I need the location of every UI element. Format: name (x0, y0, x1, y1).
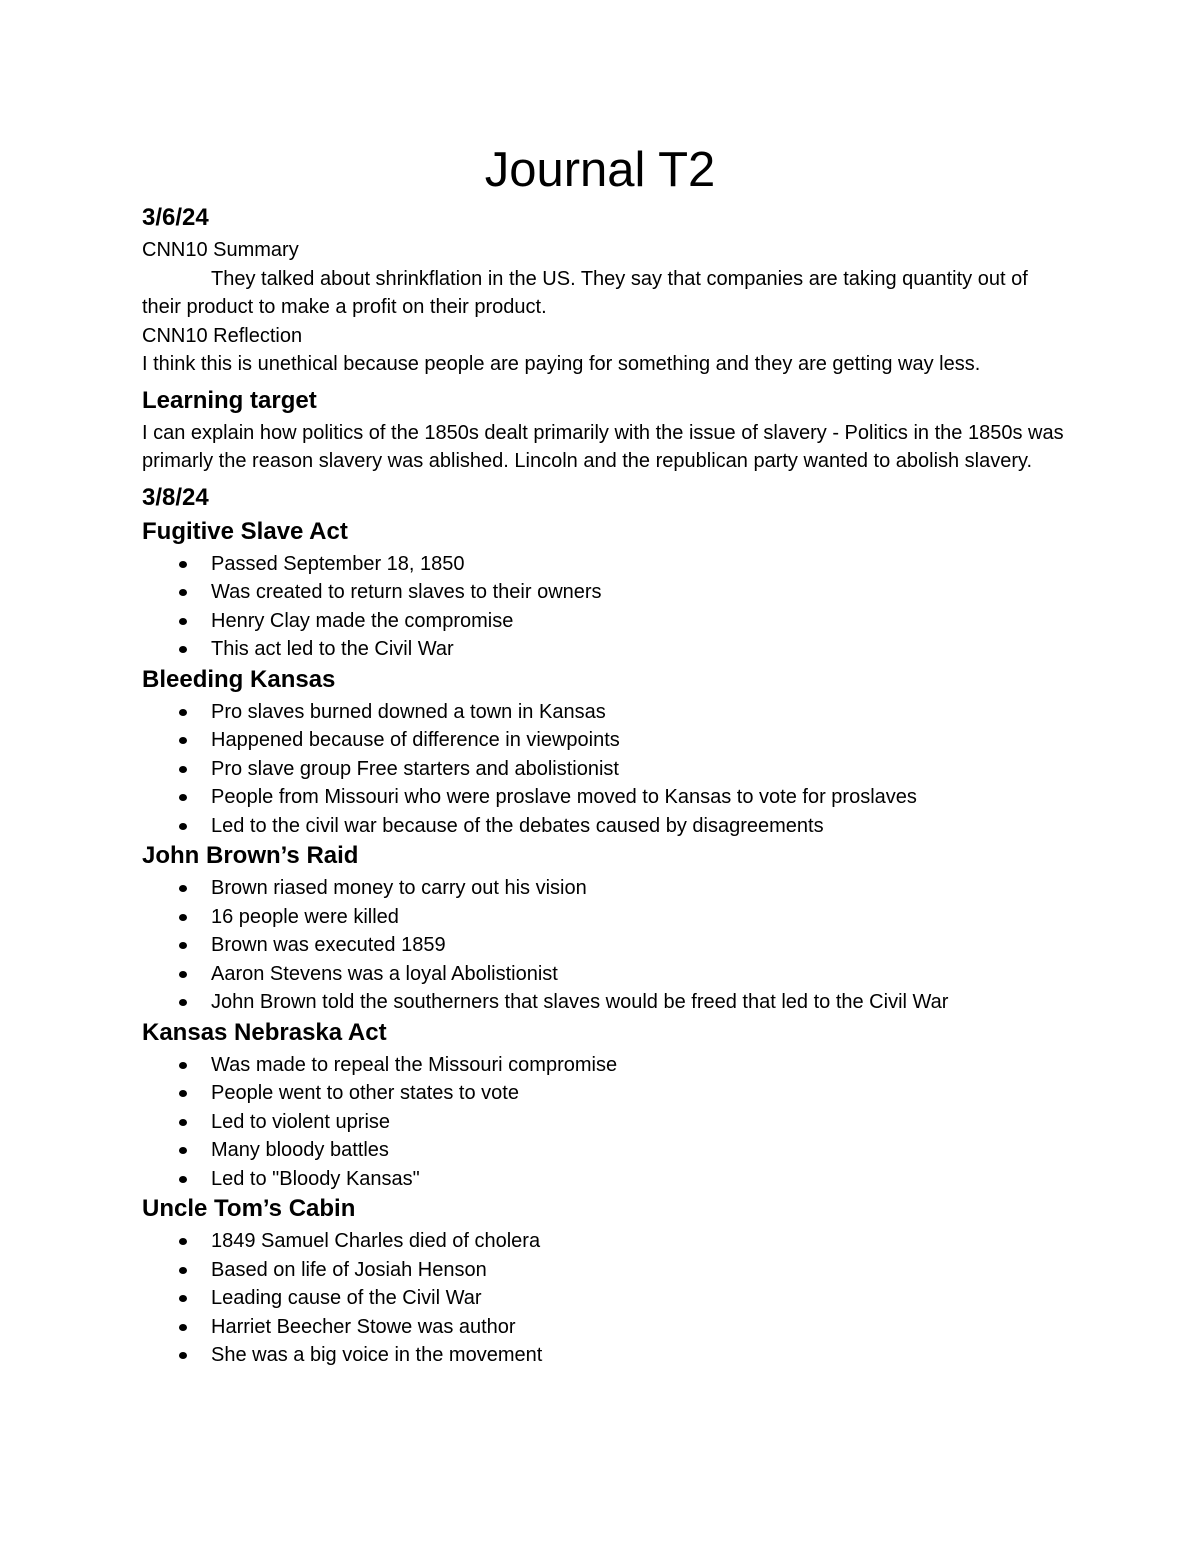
list-item (142, 607, 1072, 636)
bullet-icon (179, 1352, 187, 1359)
list-item-text: Brown riased money to carry out his vision (211, 877, 587, 899)
list-item (142, 755, 1072, 784)
section-heading: Bleeding Kansas (142, 665, 336, 693)
bullet-list (142, 698, 1072, 841)
list-item-text: Pro slave group Free starters and abolistionist (211, 757, 619, 780)
list-item (142, 988, 1072, 1017)
bullet-icon (179, 823, 187, 830)
list-item-text: Pro slaves burned downed a town in Kansas (211, 700, 606, 723)
list-item (142, 1165, 1072, 1194)
list-item-text: Passed September 18, 1850 (211, 552, 465, 575)
summary-heading: CNN10 Summary (142, 239, 299, 261)
list-item-text: 1849 Samuel Charles died of cholera (211, 1230, 541, 1252)
list-item (142, 726, 1072, 755)
list-item (142, 698, 1072, 727)
bullet-icon (179, 1062, 187, 1069)
bullet-icon (179, 914, 187, 921)
list-item-text: Leading cause of the Civil War (211, 1287, 482, 1309)
learning-target-heading: Learning target (142, 386, 317, 414)
bullet-icon (179, 1324, 187, 1331)
bullet-list (142, 1227, 1072, 1370)
bullet-icon (179, 1267, 187, 1274)
list-item-text: Was made to repeal the Missouri compromise (211, 1053, 618, 1076)
list-item (142, 635, 1072, 664)
topic-section (142, 840, 1072, 1017)
topic-section (142, 1193, 1072, 1370)
list-item (142, 931, 1072, 960)
list-item-text: Happened because of difference in viewpoints (211, 729, 620, 751)
reflection-text: I think this is unethical because people are paying for something and they are getting way less. (142, 353, 981, 375)
list-item (142, 1256, 1072, 1285)
bullet-icon (179, 618, 187, 625)
list-item (142, 1284, 1072, 1313)
reflection-heading: CNN10 Reflection (142, 324, 303, 347)
bullet-list (142, 874, 1072, 1017)
bullet-icon (179, 794, 187, 801)
list-item-text: Brown was executed 1859 (211, 934, 446, 956)
section-heading: Kansas Nebraska Act (142, 1018, 387, 1046)
learning-target-text: I can explain how politics of the 1850s dealt primarily with the issue of slavery - Politics in the 1850s was primarly the reason slavery was ablished. Lincoln and the republican party wanted to abolish slavery. (142, 421, 1064, 472)
list-item (142, 1051, 1072, 1080)
list-item (142, 874, 1072, 903)
bullet-icon (179, 1090, 187, 1097)
bullet-icon (179, 646, 187, 653)
entry-date-1: 3/6/24 (142, 204, 209, 231)
list-item (142, 1313, 1072, 1342)
list-item (142, 1136, 1072, 1165)
bullet-list (142, 1051, 1072, 1194)
bullet-icon (179, 971, 187, 978)
list-item (142, 1227, 1072, 1256)
list-item-text: 16 people were killed (211, 905, 399, 928)
section-heading: Fugitive Slave Act (142, 517, 348, 545)
bullet-icon (179, 561, 187, 568)
entry-date-2: 3/8/24 (142, 483, 209, 511)
list-item-text: Henry Clay made the compromise (211, 609, 514, 632)
list-item (142, 578, 1072, 607)
list-item (142, 550, 1072, 579)
document-body (142, 202, 1072, 1370)
document-title: Journal T2 (484, 143, 716, 197)
bullet-icon (179, 1119, 187, 1126)
section-heading: John Brown’s Raid (142, 842, 359, 869)
list-item (142, 1079, 1072, 1108)
topic-sections (142, 516, 1072, 1370)
list-item-text: Based on life of Josiah Henson (211, 1258, 487, 1281)
bullet-icon (179, 999, 187, 1006)
list-item (142, 1108, 1072, 1137)
list-item-text: She was a big voice in the movement (211, 1344, 543, 1366)
bullet-icon (179, 1176, 187, 1183)
topic-section (142, 1017, 1072, 1194)
list-item-text: Harriet Beecher Stowe was author (211, 1315, 516, 1338)
bullet-icon (179, 1147, 187, 1154)
list-item (142, 783, 1072, 812)
list-item-text: Many bloody battles (211, 1139, 389, 1161)
summary-text: They talked about shrinkflation in the US. They say that companies are taking quantity out of their product to make a profit on their product. (142, 267, 1028, 318)
bullet-list (142, 550, 1072, 664)
list-item (142, 812, 1072, 841)
bullet-icon (179, 766, 187, 773)
topic-section (142, 664, 1072, 841)
list-item-text: John Brown told the southerners that slaves would be freed that led to the Civil War (211, 991, 949, 1013)
list-item-text: Led to "Bloody Kansas" (211, 1167, 420, 1190)
bullet-icon (179, 885, 187, 892)
list-item-text: This act led to the Civil War (211, 638, 454, 660)
list-item (142, 1341, 1072, 1370)
bullet-icon (179, 709, 187, 716)
list-item-text: Aaron Stevens was a loyal Abolistionist (211, 962, 558, 985)
bullet-icon (179, 737, 187, 744)
topic-section (142, 516, 1072, 664)
list-item-text: People from Missouri who were proslave moved to Kansas to vote for proslaves (211, 786, 917, 808)
section-heading: Uncle Tom’s Cabin (142, 1195, 356, 1222)
list-item (142, 960, 1072, 989)
list-item (142, 903, 1072, 932)
bullet-icon (179, 942, 187, 949)
list-item-text: People went to other states to vote (211, 1082, 519, 1104)
bullet-icon (179, 1238, 187, 1245)
list-item-text: Led to violent uprise (211, 1110, 391, 1133)
bullet-icon (179, 1295, 187, 1302)
list-item-text: Was created to return slaves to their owners (211, 581, 602, 603)
bullet-icon (179, 589, 187, 596)
list-item-text: Led to the civil war because of the debates caused by disagreements (211, 814, 824, 837)
